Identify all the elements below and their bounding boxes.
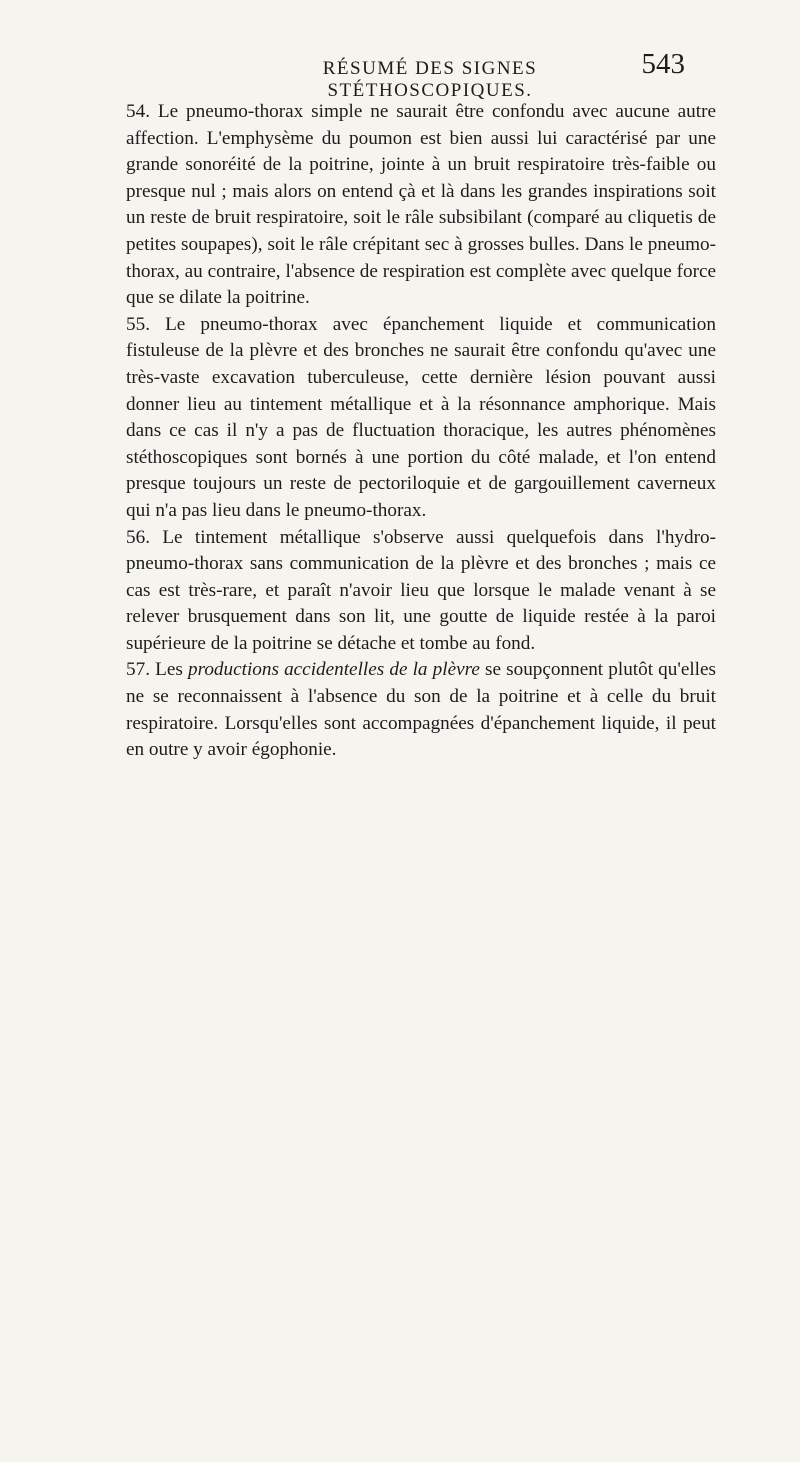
paragraph-57 [126,657,716,763]
page-number: 543 [641,48,685,80]
body-text [126,99,716,764]
running-head: RÉSUMÉ DES SIGNES STÉTHOSCOPIQUES. [322,58,538,101]
paragraph-56: 56. Le tintement métallique s'observe aussi quelquefois dans l'hydro-pneumo-thorax sans communication de la plèvre et des bronches ; mais ce cas est très-rare, et paraît n'avoir lieu que lorsque le malade venant à se relever brusquement dans son lit, une goutte de liquide restée à la paroi supérieure de la poitrine se détache et tombe au fond. [126,526,716,654]
paragraph-54: 54. Le pneumo-thorax simple ne saurait être confondu avec aucune autre affection. L'emphysème du poumon est bien aussi lui caractérisé par une grande sonoréité de la poitrine, jointe à un bruit respiratoire très-faible ou presque nul ; mais alors on entend çà et là dans les grandes inspirations soit un reste de bruit respiratoire, soit le râle subsibilant (comparé au cliquetis de petites soupapes), soit le râle crépitant sec à grosses bulles. Dans le pneumo-thorax, au contraire, l'absence de respiration est complète avec quelque force que se dilate la poitrine. [126,101,716,309]
paragraph-57-number: 57. Les [126,659,188,681]
paragraph-55: 55. Le pneumo-thorax avec épanchement liquide et communication fistuleuse de la plèvre et des bronches ne saurait être confondu qu'avec une très-vaste excavation tuberculeuse, cette dernière lésion pouvant aussi donner lieu au tintement métallique et à la résonnance amphorique. Mais dans ce cas il n'y a pas de fluctuation thoracique, les autres phénomènes stéthoscopiques sont bornés à une portion du côté malade, et l'on entend presque toujours un reste de pectoriloquie et de gargouillement caverneux qui n'a pas lieu dans le pneumo-thorax. [126,313,716,521]
paragraph-57-italic-term: productions accidentelles de la plèvre [187,659,480,681]
paragraph-57-rest: se soupçonnent plutôt qu'elles ne se reconnaissent à l'absence du son de la poitrine et à celle du bruit respiratoire. Lorsqu'elles sont accompagnées d'épanchement liquide, il peut en outre y avoir égophonie. [126,659,716,761]
